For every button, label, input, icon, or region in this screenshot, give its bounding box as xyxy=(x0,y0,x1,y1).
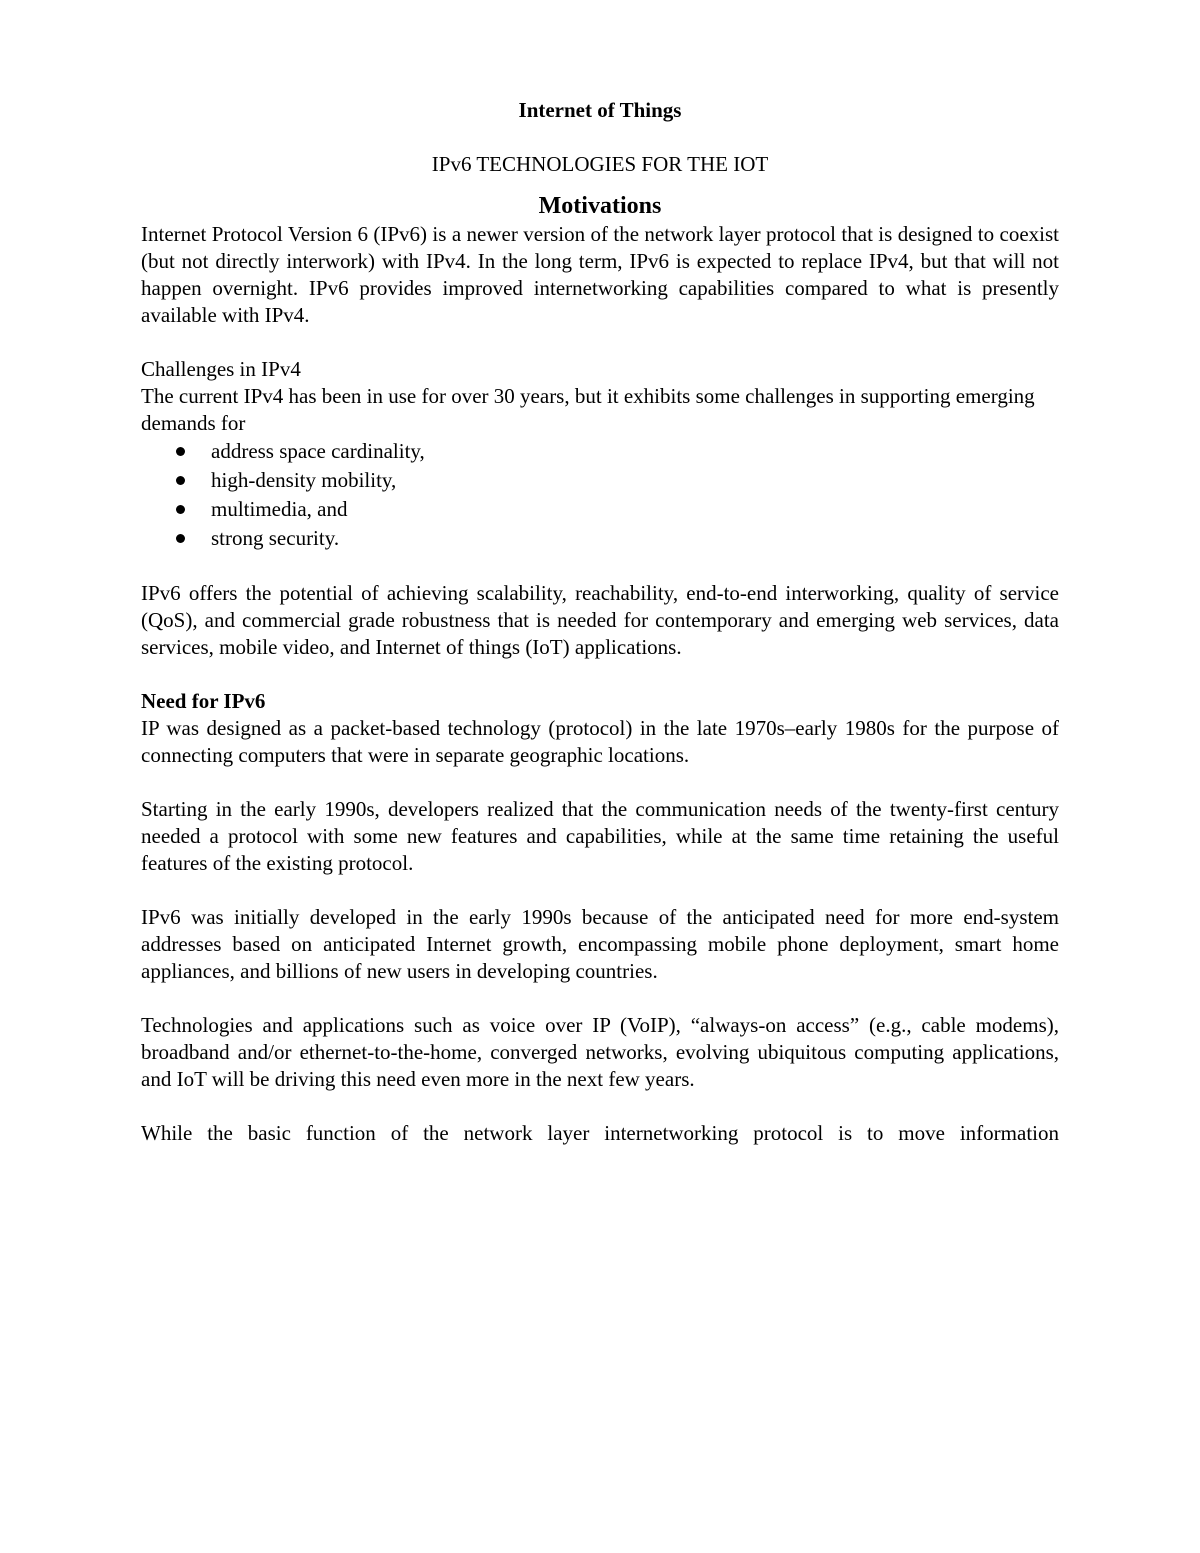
challenges-list xyxy=(141,437,1059,553)
paragraph-need-1: IP was designed as a packet-based technology (protocol) in the late 1970s–early 1980s for the purpose of connecting computers that were in separate geographic locations. xyxy=(141,716,1059,767)
document-subtitle: IPv6 TECHNOLOGIES FOR THE IOT xyxy=(431,152,769,176)
paragraph-need-2: Starting in the early 1990s, developers realized that the communication needs of the twenty-first century needed a protocol with some new features and capabilities, while at the same time retaining the useful features of the existing protocol. xyxy=(141,797,1059,875)
section-heading-motivations: Motivations xyxy=(538,193,662,219)
paragraph-challenges-intro: The current IPv4 has been in use for over 30 years, but it exhibits some challenges in supporting emerging demands for xyxy=(141,384,1035,435)
list-item xyxy=(211,495,1059,524)
list-item-text: address space cardinality, xyxy=(211,439,425,463)
challenges-heading: Challenges in IPv4 xyxy=(141,357,301,381)
paragraph-motivations: Internet Protocol Version 6 (IPv6) is a newer version of the network layer protocol that is designed to coexist (but not directly interwork) with IPv4. In the long term, IPv6 is expected to replace IPv4, but that will not happen overnight. IPv6 provides improved internetworking capabilities compared to what is presently available with IPv4. xyxy=(141,222,1059,327)
list-item-text: strong security. xyxy=(211,526,340,550)
list-item-text: multimedia, and xyxy=(211,497,348,521)
list-item xyxy=(211,524,1059,553)
list-item-text: high-density mobility, xyxy=(211,468,397,492)
paragraph-ipv6-offers: IPv6 offers the potential of achieving scalability, reachability, end-to-end interworking, quality of service (QoS), and commercial grade robustness that is needed for contemporary and emerging web services, data services, mobile video, and Internet of things (IoT) applications. xyxy=(141,581,1059,659)
bullet-icon xyxy=(176,476,185,485)
paragraph-final-line: While the basic function of the network layer internetworking protocol is to move information xyxy=(141,1121,1059,1145)
document-title: Internet of Things xyxy=(518,98,682,122)
document-body xyxy=(141,97,1059,1147)
list-item xyxy=(211,466,1059,495)
paragraph-need-3: IPv6 was initially developed in the early 1990s because of the anticipated need for more end-system addresses based on anticipated Internet growth, encompassing mobile phone deployment, smart home appliances, and billions of new users in developing countries. xyxy=(141,905,1059,983)
paragraph-need-4: Technologies and applications such as voice over IP (VoIP), “always-on access” (e.g., cable modems), broadband and/or ethernet-to-the-home, converged networks, evolving ubiquitous computing applications, and IoT will be driving this need even more in the next few years. xyxy=(141,1013,1059,1091)
need-for-ipv6-heading: Need for IPv6 xyxy=(141,689,266,713)
bullet-icon xyxy=(176,534,185,543)
bullet-icon xyxy=(176,505,185,514)
list-item xyxy=(211,437,1059,466)
bullet-icon xyxy=(176,447,185,456)
